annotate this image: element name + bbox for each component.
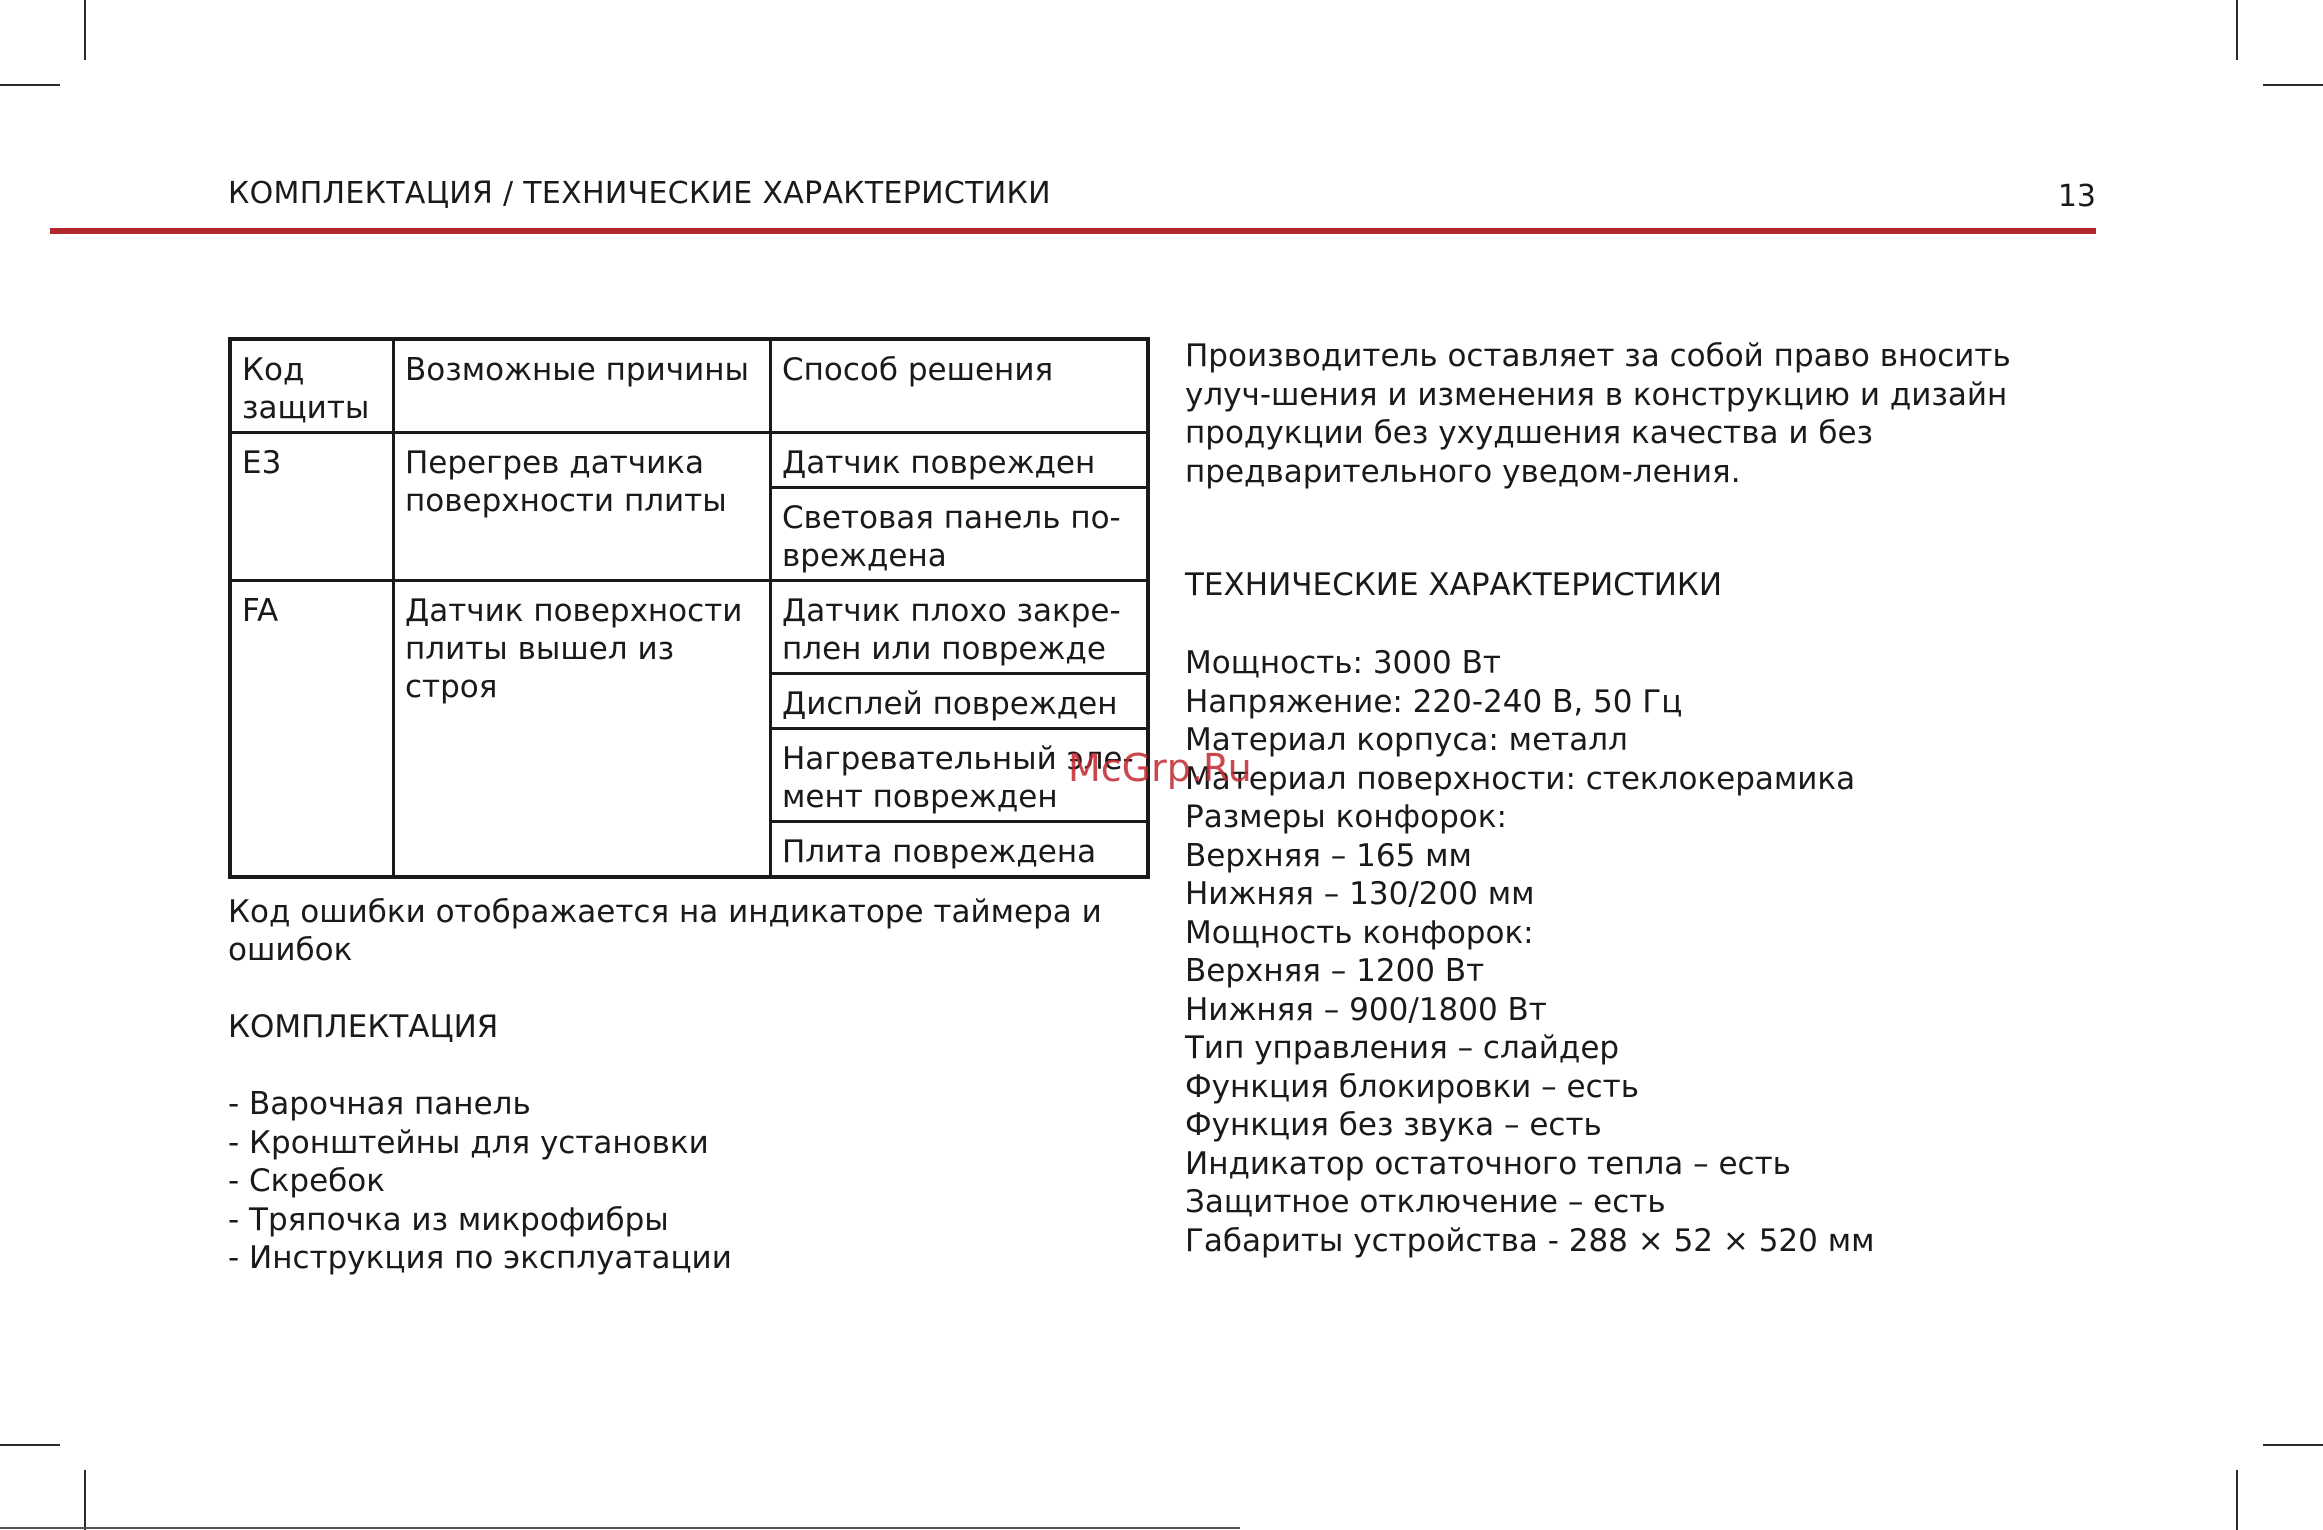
error-cause-cell: Датчик поверхности плиты вышел из строя — [394, 581, 771, 878]
spec-item: Напряжение: 220-240 В, 50 Гц — [1185, 683, 1683, 720]
list-item: - Скребок — [228, 1163, 385, 1199]
spec-item: Функция блокировки – есть — [1185, 1068, 1639, 1105]
table-row — [230, 581, 1148, 674]
crop-mark — [84, 1470, 86, 1530]
error-solution-cell: Плита повреждена — [771, 822, 1149, 878]
spec-item: Мощность конфорок: — [1185, 914, 1534, 951]
table-row — [230, 433, 1148, 488]
spec-item: Нижняя – 900/1800 Вт — [1185, 991, 1547, 1028]
error-solution-cell: Дисплей поврежден — [771, 674, 1149, 729]
spec-item: Верхняя – 165 мм — [1185, 837, 1472, 874]
kit-list — [228, 1085, 732, 1278]
error-solution-cell: Датчик поврежден — [771, 433, 1149, 488]
crop-mark — [2236, 0, 2238, 60]
spec-item: Защитное отключение – есть — [1185, 1184, 1666, 1220]
table-header-cell: Возможные причины — [394, 339, 771, 433]
page-number: 13 — [2057, 179, 2096, 214]
spec-item: Функция без звука – есть — [1185, 1107, 1602, 1143]
spec-item: Размеры конфорок: — [1185, 799, 1507, 835]
error-display-note: Код ошибки отображается на индикаторе таймера и ошибок — [228, 894, 1102, 968]
spec-item: Тип управления – слайдер — [1185, 1030, 1620, 1066]
list-item: - Инструкция по эксплуатации — [228, 1240, 732, 1276]
crop-mark — [84, 0, 86, 60]
crop-mark — [2263, 1444, 2323, 1446]
crop-mark — [2236, 1470, 2238, 1530]
crop-mark — [2263, 84, 2323, 86]
kit-section-title: КОМПЛЕКТАЦИЯ — [228, 1009, 499, 1045]
watermark: McGrp.Ru — [1068, 746, 1252, 790]
specs-section-title: ТЕХНИЧЕСКИЕ ХАРАКТЕРИСТИКИ — [1185, 567, 1723, 603]
page-title: КОМПЛЕКТАЦИЯ / ТЕХНИЧЕСКИЕ ХАРАКТЕРИСТИКИ — [228, 176, 1051, 211]
spec-item: Индикатор остаточного тепла – есть — [1185, 1145, 1791, 1182]
table-header-cell: Код защиты — [230, 339, 394, 433]
spec-item: Верхняя – 1200 Вт — [1185, 953, 1485, 989]
spec-item: Габариты устройства - 288 × 52 × 520 мм — [1185, 1222, 1875, 1259]
error-code-cell: FA — [230, 581, 394, 878]
error-code-cell: E3 — [230, 433, 394, 581]
header-divider — [50, 228, 2096, 234]
bottom-divider — [0, 1527, 1240, 1529]
error-cause-cell: Перегрев датчика поверхности плиты — [394, 433, 771, 581]
crop-mark — [0, 84, 60, 86]
table-header-row — [230, 339, 1148, 433]
list-item: - Тряпочка из микрофибры — [228, 1201, 669, 1238]
error-solution-cell: Датчик плохо закре-плен или поврежде — [771, 581, 1149, 674]
list-item: - Варочная панель — [228, 1086, 531, 1122]
error-solution-cell: Световая панель по-вреждена — [771, 488, 1149, 581]
spec-item: Нижняя – 130/200 мм — [1185, 876, 1535, 912]
spec-item: Материал корпуса: металл — [1185, 722, 1628, 758]
error-code-table — [228, 337, 1150, 879]
list-item: - Кронштейны для установки — [228, 1124, 709, 1161]
crop-mark — [0, 1444, 60, 1446]
specs-list — [1185, 644, 1875, 1260]
spec-item: Мощность: 3000 Вт — [1185, 645, 1501, 681]
error-solution-cell: Нагревательный эле-мент поврежден — [771, 729, 1149, 822]
manufacturer-disclaimer: Производитель оставляет за собой право вносить улуч-шения и изменения в конструкцию и дизайн продукции без ухудшения качества и без предварительного уведом-ления. — [1185, 338, 2011, 490]
spec-item: Материал поверхности: стеклокерамика — [1185, 760, 1856, 797]
table-header-cell: Способ решения — [771, 339, 1149, 433]
